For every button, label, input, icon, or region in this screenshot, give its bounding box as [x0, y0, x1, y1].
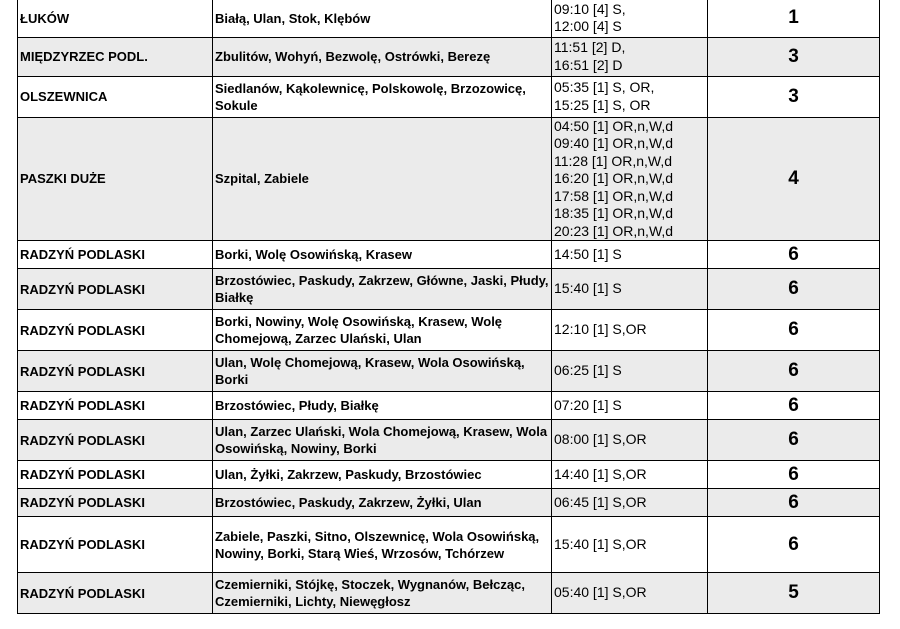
- table-row: [18, 269, 880, 310]
- departure-times-cell: [552, 37, 708, 76]
- table-row: [18, 310, 880, 351]
- table-row: [18, 461, 880, 489]
- departure-time: 06:25 [1] S: [554, 362, 622, 379]
- departure-time: 16:20 [1] OR,n,W,d: [554, 170, 674, 186]
- via-cell: Ulan, Żyłki, Zakrzew, Paskudy, Brzostówiec: [213, 461, 552, 489]
- departure-times-cell: [552, 351, 708, 392]
- via-cell: Czemierniki, Stójkę, Stoczek, Wygnanów, Bełcząc, Czemierniki, Lichty, Niewęgłosz: [213, 573, 552, 614]
- table-row: [18, 489, 880, 517]
- destination-cell: RADZYŃ PODLASKI: [18, 420, 213, 461]
- platform-cell: 6: [708, 420, 880, 461]
- destination-cell: RADZYŃ PODLASKI: [18, 310, 213, 351]
- departure-time: 14:50 [1] S: [554, 245, 622, 262]
- platform-cell: 6: [708, 392, 880, 420]
- departure-time: 16:51 [2] D: [554, 56, 623, 73]
- platform-cell: 5: [708, 573, 880, 614]
- via-cell: Brzostówiec, Płudy, Białkę: [213, 392, 552, 420]
- table-row: [18, 76, 880, 117]
- destination-cell: RADZYŃ PODLASKI: [18, 269, 213, 310]
- platform-cell: 6: [708, 241, 880, 269]
- departure-time: 12:00 [4] S: [554, 18, 622, 35]
- platform-cell: 6: [708, 310, 880, 351]
- via-cell: Borki, Wolę Osowińską, Krasew: [213, 241, 552, 269]
- departure-time: 20:23 [1] OR,n,W,d: [554, 222, 674, 239]
- departure-time: 12:10 [1] S,OR: [554, 321, 647, 338]
- table-row: [18, 392, 880, 420]
- destination-cell: RADZYŃ PODLASKI: [18, 351, 213, 392]
- departure-times-cell: [552, 310, 708, 351]
- via-cell: Ulan, Zarzec Ulański, Wola Chomejową, Krasew, Wola Osowińską, Nowiny, Borki: [213, 420, 552, 461]
- platform-cell: 1: [708, 0, 880, 37]
- destination-cell: RADZYŃ PODLASKI: [18, 241, 213, 269]
- table-row: [18, 0, 880, 37]
- departure-times-cell: [552, 76, 708, 117]
- table-row: [18, 573, 880, 614]
- departure-time: 09:10 [4] S,: [554, 0, 626, 17]
- departure-time: 11:28 [1] OR,n,W,d: [554, 152, 673, 169]
- via-cell: Szpital, Zabiele: [213, 117, 552, 241]
- platform-cell: 6: [708, 351, 880, 392]
- departure-times-cell: [552, 573, 708, 614]
- timetable-body: [18, 0, 880, 614]
- via-cell: Zabiele, Paszki, Sitno, Olszewnicę, Wola Osowińską, Nowiny, Borki, Starą Wieś, Wrzosów, Tchórzew: [213, 517, 552, 573]
- via-cell: Siedlanów, Kąkolewnicę, Polskowolę, Brzozowicę, Sokule: [213, 76, 552, 117]
- platform-cell: 3: [708, 76, 880, 117]
- departure-time: 07:20 [1] S: [554, 396, 622, 413]
- table-row: [18, 351, 880, 392]
- table-row: [18, 241, 880, 269]
- departure-times-cell: [552, 392, 708, 420]
- destination-cell: MIĘDZYRZEC PODL.: [18, 37, 213, 76]
- destination-cell: OLSZEWNICA: [18, 76, 213, 117]
- departure-time: 17:58 [1] OR,n,W,d: [554, 187, 674, 204]
- table-row: [18, 117, 880, 241]
- departure-time: 05:35 [1] S, OR,: [554, 79, 655, 95]
- table-row: [18, 37, 880, 76]
- destination-cell: RADZYŃ PODLASKI: [18, 517, 213, 573]
- via-cell: Białą, Ulan, Stok, Klębów: [213, 0, 552, 37]
- departure-time: 04:50 [1] OR,n,W,d: [554, 117, 674, 134]
- departure-times-cell: [552, 269, 708, 310]
- departure-time: 08:00 [1] S,OR: [554, 431, 647, 448]
- platform-cell: 3: [708, 37, 880, 76]
- table-row: [18, 517, 880, 573]
- departure-times-cell: [552, 0, 708, 37]
- via-cell: Brzostówiec, Paskudy, Zakrzew, Żyłki, Ulan: [213, 489, 552, 517]
- departure-time: 14:40 [1] S,OR: [554, 465, 647, 482]
- via-cell: Brzostówiec, Paskudy, Zakrzew, Główne, Jaski, Płudy, Białkę: [213, 269, 552, 310]
- departure-time: 06:45 [1] S,OR: [554, 493, 647, 510]
- destination-cell: PASZKI DUŻE: [18, 117, 213, 241]
- departure-times-cell: [552, 517, 708, 573]
- platform-cell: 4: [708, 117, 880, 241]
- platform-cell: 6: [708, 489, 880, 517]
- platform-cell: 6: [708, 269, 880, 310]
- destination-cell: RADZYŃ PODLASKI: [18, 392, 213, 420]
- timetable: [17, 0, 880, 614]
- departure-times-cell: [552, 420, 708, 461]
- destination-cell: RADZYŃ PODLASKI: [18, 573, 213, 614]
- departure-time: 11:51 [2] D,: [554, 39, 626, 55]
- departure-time: 18:35 [1] OR,n,W,d: [554, 205, 674, 221]
- destination-cell: ŁUKÓW: [18, 0, 213, 37]
- departure-time: 15:25 [1] S, OR: [554, 96, 651, 113]
- departure-times-cell: [552, 461, 708, 489]
- departure-times-cell: [552, 241, 708, 269]
- platform-cell: 6: [708, 461, 880, 489]
- departure-time: 15:40 [1] S,OR: [554, 535, 647, 552]
- table-row: [18, 420, 880, 461]
- via-cell: Zbulitów, Wohyń, Bezwolę, Ostrówki, Berezę: [213, 37, 552, 76]
- departure-time: 09:40 [1] OR,n,W,d: [554, 135, 674, 151]
- departure-times-cell: [552, 489, 708, 517]
- via-cell: Borki, Nowiny, Wolę Osowińską, Krasew, Wolę Chomejową, Zarzec Ulański, Ulan: [213, 310, 552, 351]
- destination-cell: RADZYŃ PODLASKI: [18, 489, 213, 517]
- destination-cell: RADZYŃ PODLASKI: [18, 461, 213, 489]
- departure-time: 15:40 [1] S: [554, 280, 622, 297]
- departure-time: 05:40 [1] S,OR: [554, 584, 647, 601]
- platform-cell: 6: [708, 517, 880, 573]
- via-cell: Ulan, Wolę Chomejową, Krasew, Wola Osowińską, Borki: [213, 351, 552, 392]
- departure-times-cell: [552, 117, 708, 241]
